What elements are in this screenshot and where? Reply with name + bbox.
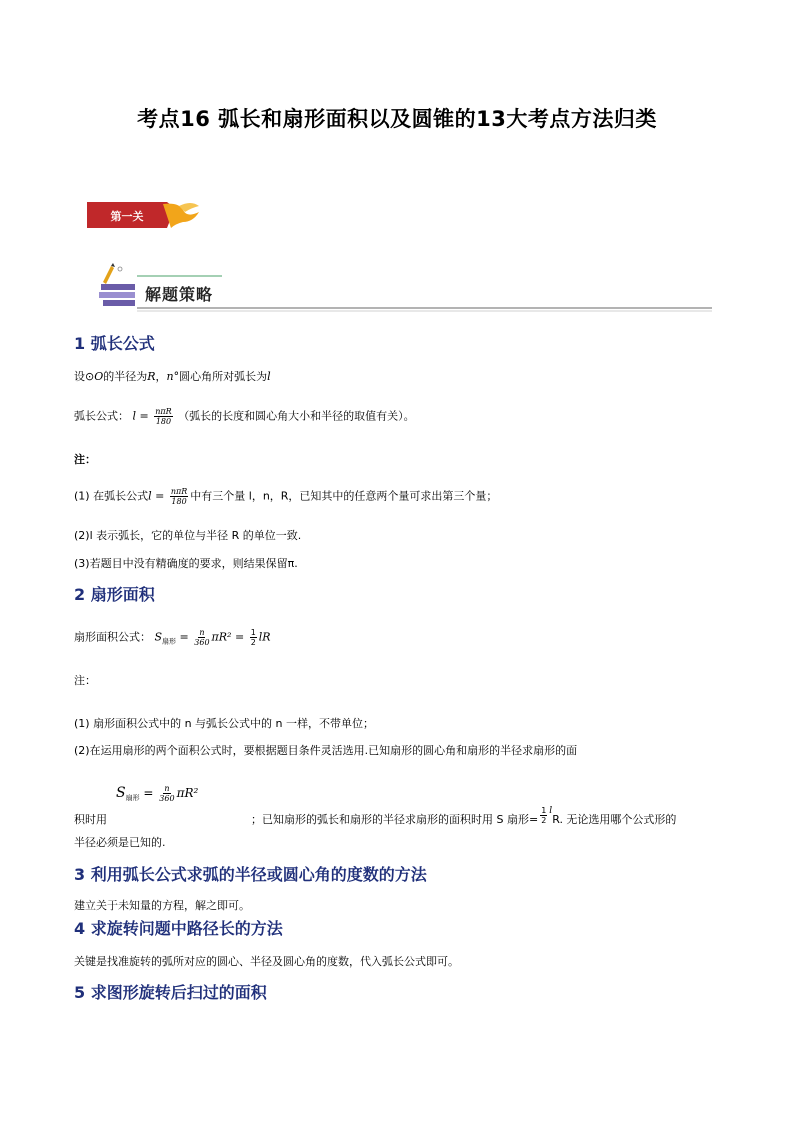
banner-label: 第一关 (110, 210, 144, 223)
formula-label: 扇形面积公式： (74, 630, 151, 644)
section-5-heading: 5 求图形旋转后扫过的面积 (74, 983, 267, 1002)
numerator: 1 (541, 806, 547, 815)
s1-line1 (74, 368, 271, 384)
math-n: n° (166, 370, 180, 383)
math-S: S (116, 785, 126, 801)
sector-fraction (159, 784, 174, 803)
subscript: 扇形 (125, 794, 140, 802)
equals: = (136, 409, 153, 423)
subscript: 扇形 (162, 637, 177, 646)
arc-length-fraction (154, 407, 172, 426)
s2-note-label: 注： (74, 674, 96, 687)
formula-note: （弧长的长度和圆心角大小和半径的取值有关）。 (178, 409, 415, 423)
text: 积时用 (74, 813, 107, 826)
math-piR2: πR² (176, 786, 199, 800)
denominator: 2 (541, 816, 547, 825)
s2-inline-formula: $S_{扇形}$ = $\frac{n}{360}$ πR² (116, 784, 199, 803)
numerator: n (164, 784, 170, 793)
formula-label: 弧长公式： (74, 409, 129, 423)
numerator: nπR (155, 407, 172, 416)
math-l: l (549, 806, 553, 816)
text: 圆心角所对弧长为 (179, 370, 268, 383)
denominator: 360 (194, 638, 210, 647)
denominator: 180 (155, 417, 172, 426)
section-2-heading: 2 扇形面积 (74, 585, 155, 604)
level-banner (87, 200, 207, 230)
strategy-label: 解题策略 (145, 285, 214, 304)
s3-text: 建立关于未知量的方程，解之即可。 (74, 899, 250, 912)
text: 中有三个量 l，n，R，已知其中的任意两个量可求出第三个量； (190, 489, 498, 503)
s2-note2-continued (74, 806, 676, 827)
strategy-header (97, 262, 717, 314)
numerator: n (199, 628, 205, 637)
s4-text: 关键是找准旋转的弧所对应的圆心、半径及圆心角的度数，代入弧长公式即可。 (74, 955, 459, 968)
arc-length-fraction (170, 487, 188, 506)
text: R. 无论选用哪个公式形的 (552, 813, 677, 826)
section-3-heading: 3 利用弧长公式求弧的半径或圆心角的度数的方法 (74, 865, 427, 884)
numerator: nπR (170, 487, 188, 496)
s2-note1: (1) 扇形面积公式中的 n 与弧长公式中的 n 一样，不带单位； (74, 717, 375, 730)
section-1-heading: 1 弧长公式 (74, 334, 155, 353)
strategy-underline (97, 262, 717, 314)
s1-note3: (3)若题目中没有精确度的要求，则结果保留π. (74, 557, 298, 570)
equals: = (151, 489, 168, 503)
half-fraction (250, 628, 257, 647)
math-lR: lR (258, 630, 271, 644)
s1-formula-line (74, 407, 415, 426)
text: ；已知扇形的弧长和扇形的半径求扇形的面积时用 S 扇形= (251, 813, 539, 826)
math-S: S (154, 630, 163, 644)
s1-note-label: 注： (74, 453, 96, 466)
section-4-heading: 4 求旋转问题中路径长的方法 (74, 919, 283, 938)
math-l: l (132, 409, 137, 423)
text: 设⊙ (74, 370, 95, 383)
text: (1) 在弧长公式 (74, 489, 149, 503)
numerator: 1 (250, 628, 256, 637)
denominator: 180 (171, 497, 187, 506)
page-title: 考点16 弧长和扇形面积以及圆锥的13大考点方法归类 (137, 107, 657, 131)
s2-note2-end: 半径必须是已知的. (74, 836, 166, 849)
text: 的半径为 (103, 370, 148, 383)
half-fraction (540, 806, 547, 825)
math-O: O (94, 370, 104, 383)
s2-note2: (2)在运用扇形的两个面积公式时，要根据题目条件灵活选用.已知扇形的圆心角和扇形的半径求扇形的面 (74, 744, 578, 757)
denominator: 2 (250, 638, 256, 647)
math-piR2: πR² = (211, 630, 248, 644)
text: ， (155, 370, 167, 383)
sector-fraction (194, 628, 209, 647)
math-R: R (147, 370, 156, 383)
denominator: 360 (159, 794, 175, 803)
s2-formula-line: 扇形面积公式： $S_{扇形}$ = $\frac{n}{360}$ πR² = $\frac{1}{2}$ lR (74, 628, 271, 647)
s1-note2: (2)l 表示弧长，它的单位与半径 R 的单位一致. (74, 529, 302, 542)
math-l: l (148, 489, 152, 503)
math-l: l (267, 370, 271, 383)
s1-note1 (74, 487, 497, 506)
